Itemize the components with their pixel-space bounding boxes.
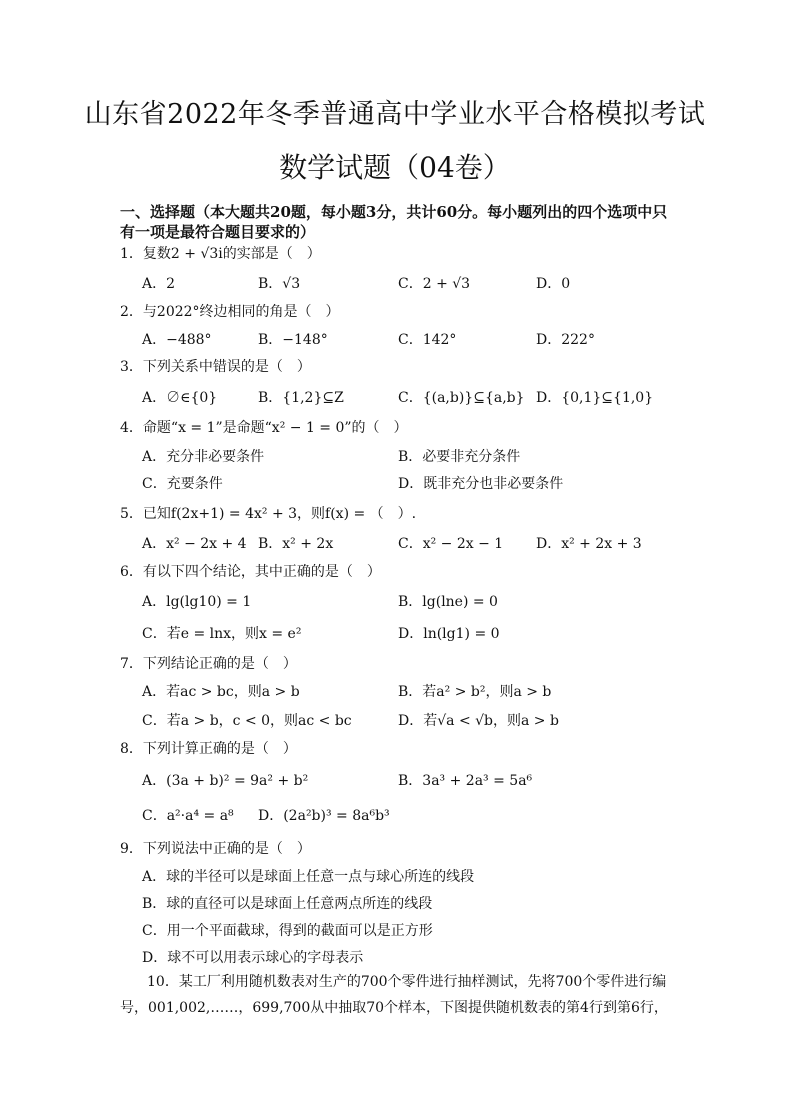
question-7-option-a: A．若ac > bc，则a > b <box>142 684 300 700</box>
question-9-option-b: B．球的直径可以是球面上任意两点所连的线段 <box>142 896 433 912</box>
question-2-option-b: B．−148° <box>258 332 328 348</box>
question-4-stem: 4．命题“x = 1”是命题“x² − 1 = 0”的（ ） <box>120 420 408 436</box>
question-6-option-c: C．若e = lnx，则x = e² <box>142 626 302 642</box>
question-9-option-a: A．球的半径可以是球面上任意一点与球心所连的线段 <box>142 869 475 885</box>
question-7-option-c: C．若a > b，c < 0，则ac < bc <box>142 713 352 729</box>
question-8-option-d: D．(2a²b)³ = 8a⁶b³ <box>258 808 390 824</box>
question-8-option-b: B．3a³ + 2a³ = 5a⁶ <box>398 773 533 789</box>
question-5-stem: 5．已知f(2x+1) = 4x² + 3，则f(x) = （ ）. <box>120 506 417 522</box>
question-3-option-c: C．{(a,b)}⊆{a,b} <box>398 390 525 406</box>
question-1-option-b: B．√3 <box>258 276 301 292</box>
question-6-stem: 6．有以下四个结论，其中正确的是（ ） <box>120 564 381 580</box>
exam-subtitle: 数学试题（04卷） <box>279 151 511 184</box>
question-2-option-d: D．222° <box>536 332 595 348</box>
question-8-option-c: C．a²·a⁴ = a⁸ <box>142 808 234 824</box>
question-5-option-d: D．x² + 2x + 3 <box>536 536 642 552</box>
question-2-stem: 2．与2022°终边相同的角是（ ） <box>120 304 340 320</box>
question-8-stem: 8．下列计算正确的是（ ） <box>120 741 297 757</box>
question-7-stem: 7．下列结论正确的是（ ） <box>120 656 297 672</box>
question-3-option-a: A．∅∈{0} <box>142 390 218 406</box>
question-1-option-c: C．2 + √3 <box>398 276 471 292</box>
question-3-option-b: B．{1,2}⊆Z <box>258 390 344 406</box>
question-1-option-d: D．0 <box>536 276 571 292</box>
question-6-option-a: A．lg(lg10) = 1 <box>142 594 252 610</box>
question-3-stem: 3．下列关系中错误的是（ ） <box>120 359 311 375</box>
question-4-option-b: B．必要非充分条件 <box>398 449 521 465</box>
question-3-option-d: D．{0,1}⊆{1,0} <box>536 390 654 406</box>
question-4-option-c: C．充要条件 <box>142 476 223 492</box>
question-4-option-d: D．既非充分也非必要条件 <box>398 476 564 492</box>
question-5-option-c: C．x² − 2x − 1 <box>398 536 504 552</box>
question-2-option-a: A．−488° <box>142 332 212 348</box>
question-7-option-b: B．若a² > b²，则a > b <box>398 684 552 700</box>
question-5-option-a: A．x² − 2x + 4 <box>142 536 247 552</box>
question-5-option-b: B．x² + 2x <box>258 536 334 552</box>
question-9-option-d: D．球不可以用表示球心的字母表示 <box>142 950 364 966</box>
question-4-option-a: A．充分非必要条件 <box>142 449 265 465</box>
question-10-stem: 10．某工厂利用随机数表对生产的700个零件进行抽样测试，先将700个零件进行编号，001,002,……，699,700从中抽取70个样本，下图提供随机数表的第4行到第6行， <box>120 974 668 1016</box>
question-1-option-a: A．2 <box>142 276 176 292</box>
question-7-option-d: D．若√a < √b，则a > b <box>398 713 559 729</box>
question-6-option-d: D．ln(lg1) = 0 <box>398 626 500 642</box>
question-9-stem: 9．下列说法中正确的是（ ） <box>120 841 311 857</box>
question-9-option-c: C．用一个平面截球，得到的截面可以是正方形 <box>142 923 433 939</box>
section-heading: 一、选择题（本大题共20题，每小题3分，共计60分。每小题列出的四个选项中只有一项是最符合题目要求的） <box>120 203 668 241</box>
question-1-stem: 1．复数2 + √3i的实部是（ ） <box>120 246 321 262</box>
question-6-option-b: B．lg(lne) = 0 <box>398 594 498 610</box>
question-2-option-c: C．142° <box>398 332 457 348</box>
exam-title: 山东省2022年冬季普通高中学业水平合格模拟考试 <box>84 99 706 130</box>
question-8-option-a: A．(3a + b)² = 9a² + b² <box>142 773 309 789</box>
